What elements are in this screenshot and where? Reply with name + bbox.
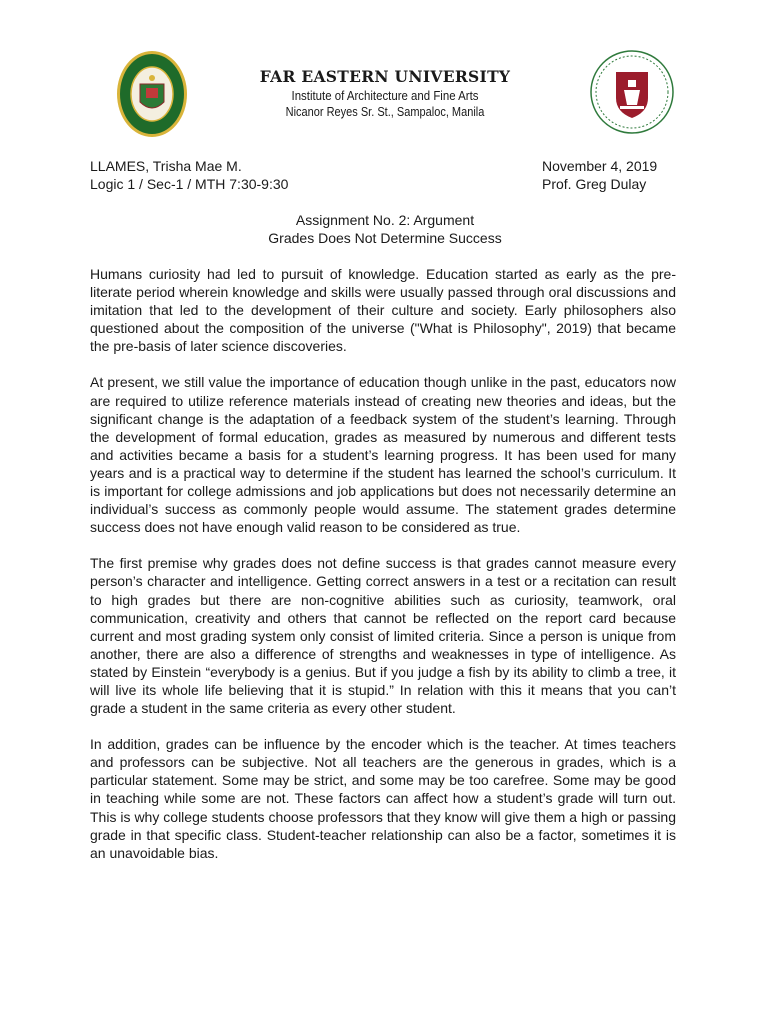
date-professor (542, 157, 657, 193)
essay-body (90, 265, 676, 880)
paragraph: In addition, grades can be influence by the encoder which is the teacher. At times teachers and professors can be subjective. Not all teachers are the generous in grades, which is a particular statement. Some may be strict, and some may be too carefree. Some may be good in teaching while some are not. These factors can affect how a student’s grade will turn out. This is why college students choose professors that they know will give them a high or passing grade in that specific class. Student-teacher relationship can also be a factor, sometimes it is an unavoidable bias. (90, 736, 676, 861)
paragraph: At present, we still value the importance of education though unlike in the past, educators now are required to utilize reference materials instead of creating new theories and ideas, but the significant change is the adaptation of a feedback system of the student’s learning. Through the development of formal education, grades as measured by numerous and different tests and activities became a basis for a student’s learning progress. It has been used for many years and is a practical way to determine if the student has learned the school’s curriculum. It is important for college admissions and job applications but does not necessarily determine an individual’s success as commonly people would assume. The statement grades determine success does not have enough valid reason to be considered as true. (90, 374, 676, 536)
institute-seal-icon (590, 50, 674, 134)
student-name: LLAMES, Trisha Mae M. (90, 158, 242, 174)
essay-title: Grades Does Not Determine Success (268, 230, 502, 246)
professor-name: Prof. Greg Dulay (542, 176, 647, 192)
university-name: FAR EASTERN UNIVERSITY (259, 67, 511, 86)
institute-name: Institute of Architecture and Fine Arts (291, 88, 479, 103)
letterhead (230, 67, 540, 121)
student-info (90, 157, 288, 193)
university-address: Nicanor Reyes Sr. St., Sampaloc, Manila (285, 105, 485, 119)
assignment-number: Assignment No. 2: Argument (295, 212, 475, 228)
feu-seal-icon (116, 50, 188, 138)
course-section: Logic 1 / Sec-1 / MTH 7:30-9:30 (90, 176, 289, 192)
paragraph: The first premise why grades does not define success is that grades cannot measure every person’s character and intelligence. Getting correct answers in a test or a recitation can result to high grades but there are non-cognitive abilities such as curiosity, teamwork, oral communication, creativity and others that cannot be reflected on the report card because current and most grading system only consist of limited criteria. Since a person is unique from another, there are also a difference of strengths and weaknesses in type of intelligence. As stated by Einstein “everybody is a genius. But if you judge a fish by its ability to climb a tree, it will live its whole life believing that it is stupid.” In relation with this it means that you can’t grade a student in the same criteria as every other student. (90, 555, 676, 717)
paragraph: Humans curiosity had led to pursuit of knowledge. Education started as early as the pre-literate period wherein knowledge and skills were usually passed through oral discussions and imitation that led to the development of their culture and society. Early philosophers also questioned about the composition of the universe ("What is Philosophy", 2019) that became the pre-basis of later science discoveries. (90, 266, 676, 355)
assignment-heading (90, 211, 680, 247)
submission-date: November 4, 2019 (542, 158, 658, 174)
